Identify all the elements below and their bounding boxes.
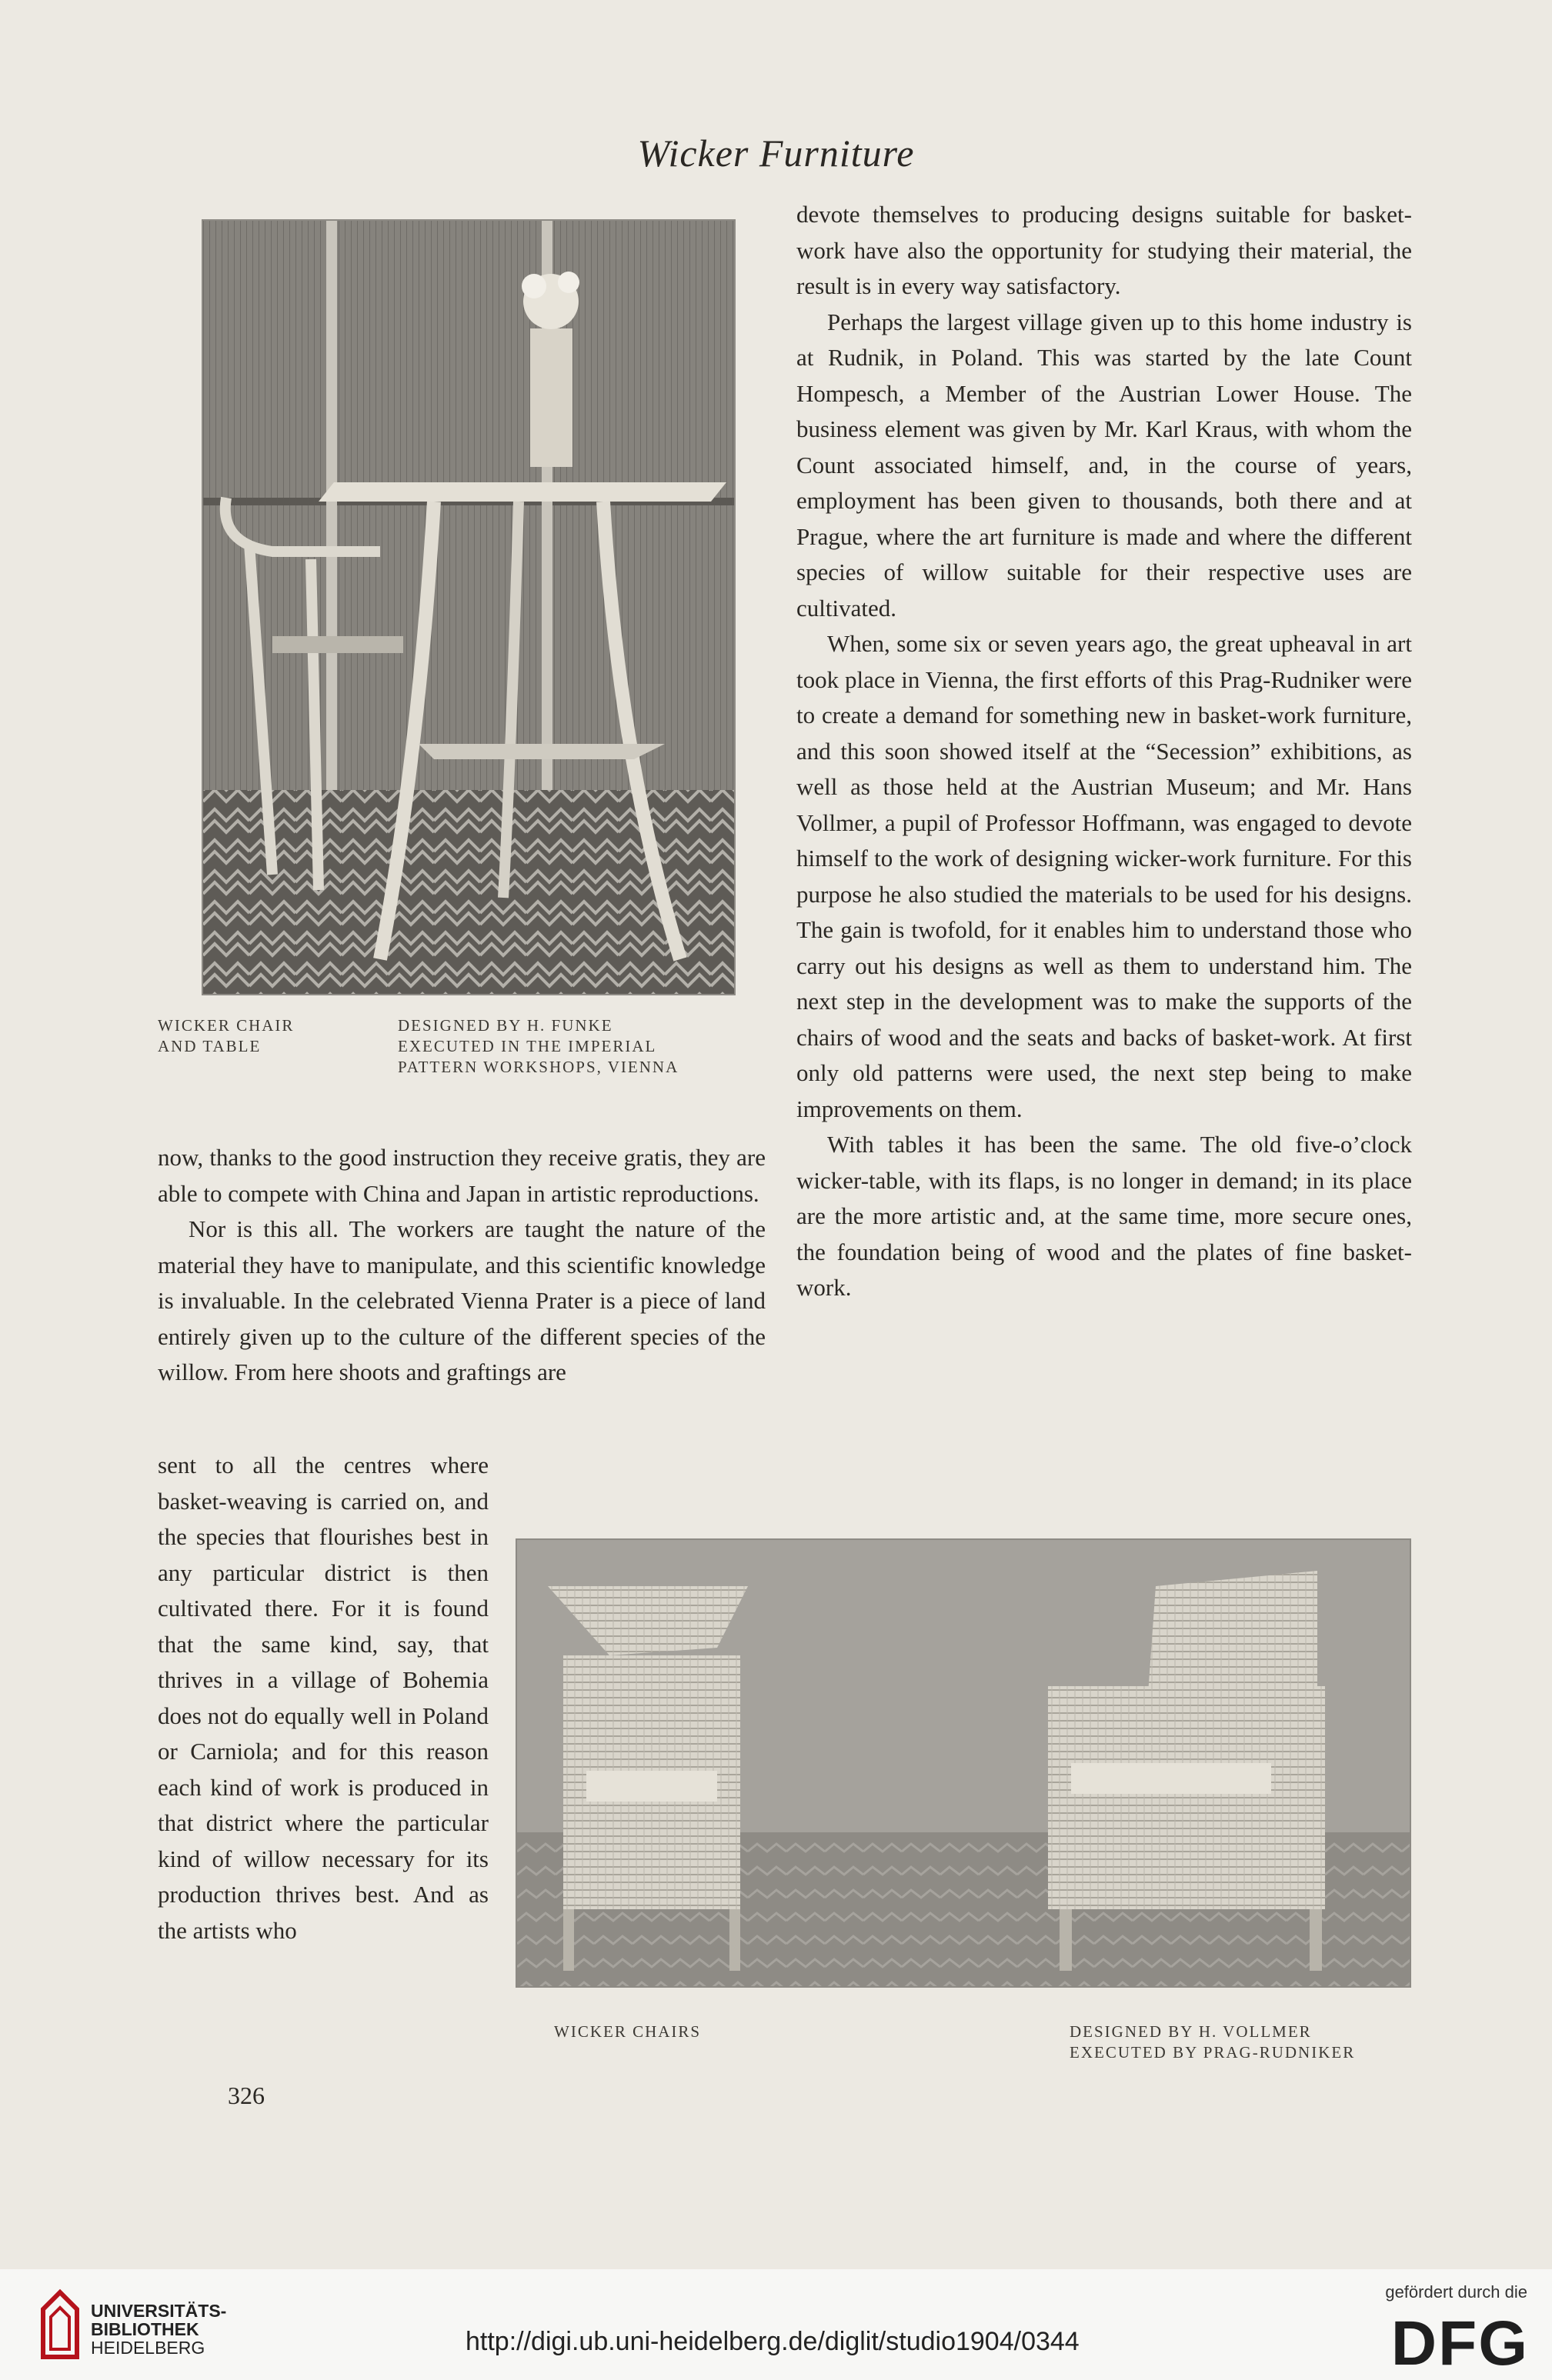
library-name (91, 2302, 226, 2357)
library-line-1: UNIVERSITÄTS- (91, 2301, 227, 2321)
sponsor-note: gefördert durch die (1385, 2282, 1527, 2302)
source-url-link[interactable]: http://digi.ub.uni-heidelberg.de/diglit/studio1904/0344 (466, 2327, 1080, 2356)
paragraph: Nor is this all. The workers are taught the nature of the material they have to manipulate, and this scientific knowledge is invaluable. In the celebrated Vienna Prater is a piece of land entirely given up to the culture of the different species of the willow. From here shoots and graftings are (158, 1215, 766, 1385)
digitization-footer (0, 2269, 1552, 2380)
dfg-logo: DFG (1390, 2308, 1529, 2378)
paragraph: When, some six or seven years ago, the great upheaval in art took place in Vienna, the first efforts of this Prag-Rudniker were to create a demand for something new in basket-work furniture, and this soon showed itself at the “Secession” exhibitions, as well as those held at the Austrian Museum; and Mr. Hans Vollmer, a pupil of Professor Hoffmann, was engaged to devote himself to the work of designing wicker-work furniture. For this purpose he also studied the materials to be used for his designs. The gain is twofold, for it enables him to understand those who carry out his designs as well as them to understand him. The next step in the development was to make the supports of the chairs of wood and the seats and backs of basket-work. At first only old patterns were used, the next step being to make improvements on them. (796, 630, 1412, 1122)
library-line-3: HEIDELBERG (91, 2338, 205, 2358)
caption-2-credits: DESIGNED BY H. VOLLMER EXECUTED BY PRAG-RUDNIKER (1070, 2022, 1356, 2062)
caption-1-credits: DESIGNED BY H. FUNKE EXECUTED IN THE IMPERIAL PATTERN WORKSHOPS, VIENNA (398, 1016, 679, 1076)
photo-wicker-chairs (516, 1538, 1411, 1988)
library-line-2: BIBLIOTHEK (91, 2319, 199, 2339)
paragraph: Perhaps the largest village given up to this home industry is at Rudnik, in Poland. This was started by the late Count Hompesch, a Member of the Austrian Lower House. The business element was given by Mr. Karl Kraus, with whom the Count associated himself, and, in the course of years, employment has been given to thousands, both there and at Prague, where the art furniture is made and where the different species of willow suitable for their respective uses are cultivated. (796, 308, 1412, 622)
photo-wicker-chair-and-table (202, 219, 736, 995)
page-number: 326 (228, 2082, 265, 2109)
right-text-column (796, 197, 1412, 1306)
chair-table-illustration (203, 221, 734, 994)
paragraph: sent to all the centres where basket-weaving is carried on, and the species that flourishes best in any particular district is then cultivated there. For it is found that the same kind, say, that thrives in a village of Bohemia does not do equally well in Poland or Carniola; and for this reason each kind of work is produced in that district where the particular kind of willow necessary for its production thrives best. And as the artists who (158, 1452, 489, 1944)
running-head: Wicker Furniture (637, 132, 915, 175)
left-text-column (158, 1140, 766, 1391)
caption-1-title: WICKER CHAIR AND TABLE (158, 1016, 295, 1055)
ub-heidelberg-logo-icon (37, 2286, 83, 2363)
left-narrow-text-column (158, 1448, 489, 1948)
paragraph: With tables it has been the same. The old five-o’clock wicker-table, with its flaps, is no longer in demand; in its place are the more artistic and, at the same time, more secure ones, the foundation being of wood and the plates of fine basket-work. (796, 1131, 1412, 1301)
caption-2-title: WICKER CHAIRS (554, 2022, 702, 2041)
wicker-chairs-illustration (517, 1540, 1410, 1986)
paragraph: now, thanks to the good instruction they receive gratis, they are able to compete with China and Japan in artistic reproductions. (158, 1144, 766, 1207)
paragraph: devote themselves to producing designs suitable for basket-work have also the opportunity for studying their material, the result is in every way satisfactory. (796, 201, 1412, 299)
